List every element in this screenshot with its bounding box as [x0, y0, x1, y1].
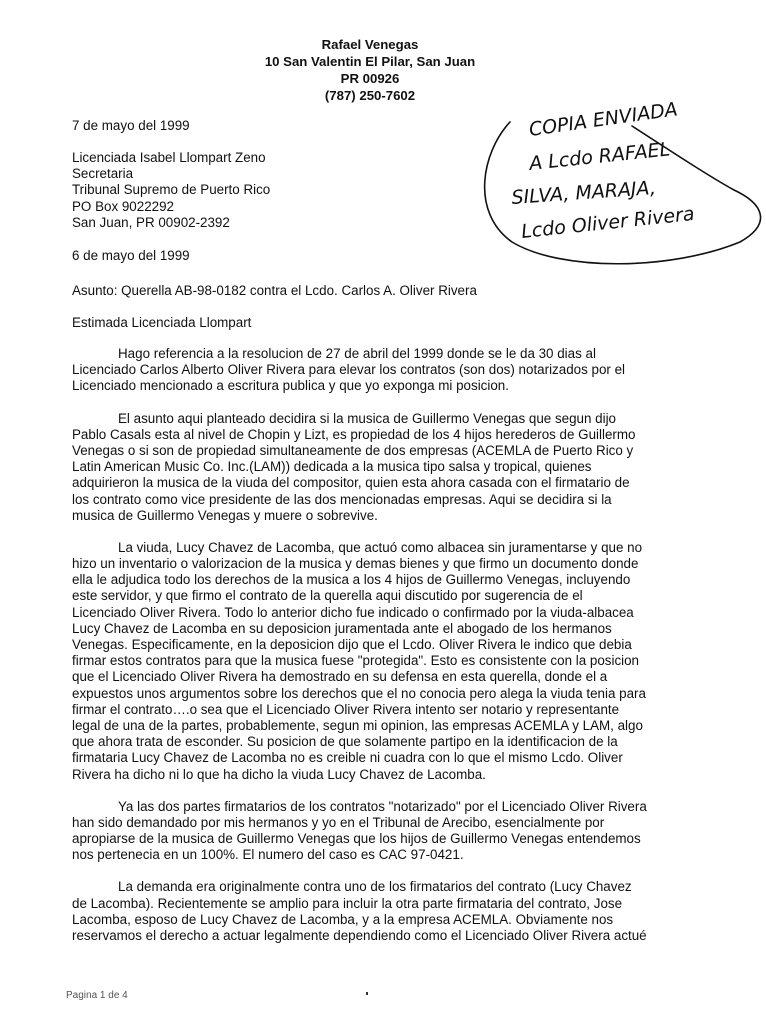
- body-paragraph: [72, 879, 722, 944]
- paragraph-line: Licenciado Carlos Alberto Oliver Rivera para elevar los contratos (son dos) notarizados por el: [72, 362, 626, 378]
- subject-line: Asunto: Querella AB-98-0182 contra el Lcdo. Carlos A. Oliver Rivera: [72, 283, 477, 298]
- paragraph-line: Licenciado mencionado a escritura publica y que yo exponga mi posicion.: [72, 378, 509, 394]
- paragraph-line: Ya las dos partes firmatarios de los contratos "notarizado" por el Licenciado Oliver Rivera: [118, 798, 647, 814]
- note-line-2: A Lcdo RAFAEL: [528, 138, 672, 175]
- paragraph-line: han sido demandado por mis hermanos y yo en el Tribunal de Arecibo, esencialmente por: [72, 814, 605, 830]
- letter-body: [72, 346, 722, 960]
- recipient-box: PO Box 9022292: [72, 198, 174, 214]
- paragraph-line: reservamos el derecho a actuar legalmente dependiendo como el Licenciado Oliver Rivera actué: [72, 928, 647, 943]
- paragraph-line: Rivera ha dicho ni lo que ha dicho la viuda Lucy Chavez de Lacomba.: [72, 766, 486, 782]
- second-date: 6 de mayo del 1999: [72, 248, 190, 263]
- paragraph-line: Venegas. Especificamente, en la deposicion dijo que el Lcdo. Oliver Rivera le indico que debia: [72, 637, 632, 652]
- recipient-org: Tribunal Supremo de Puerto Rico: [72, 182, 271, 198]
- paragraph-line: que el Licenciado Oliver Rivera ha demostrado en su defensa en esta querella, donde el a: [72, 669, 608, 685]
- sender-phone: (787) 250-7602: [324, 88, 416, 103]
- paragraph-line: Lacomba, esposo de Lucy Chavez de Lacomba, y a la empresa ACEMLA. Obviamente nos: [72, 911, 614, 927]
- paragraph-line: Pablo Casals esta al nivel de Chopin y Lizt, es propiedad de los 4 hijos herederos de Guillermo: [72, 426, 636, 442]
- paragraph-line: Latin American Music Co. Inc.(LAM)) dedicada a la musica tipo salsa y tropical, quienes: [72, 459, 592, 475]
- paragraph-line: La viuda, Lucy Chavez de Lacomba, que actuó como albacea sin juramentarse y que no: [118, 539, 643, 555]
- paragraph-line: este servidor, y que firmo el contrato de la querella aqui discutido por sugerencia de el: [72, 588, 583, 604]
- recipient-name: Licenciada Isabel Llompart Zeno: [72, 150, 266, 165]
- scan-mark: [366, 992, 368, 995]
- paragraph-line: firmataria Lucy Chavez de Lacomba no es creible ni cuadra con lo que el mismo Lcdo. Oliver: [72, 750, 623, 766]
- note-line-3: SILVA, MARAJA,: [510, 176, 657, 209]
- note-line-4: Lcdo Oliver Rivera: [520, 202, 696, 243]
- body-paragraph: [72, 411, 722, 524]
- sender-name: Rafael Venegas: [321, 37, 419, 52]
- paragraph-line: Lucy Chavez de Lacomba en su deposicion juramentada ante el abogado de los hermanos: [72, 620, 612, 636]
- body-paragraph: [72, 540, 722, 783]
- paragraph-line: que ahora trata de esconder. Su posicion de que solamente partipo en la identificacion de la: [72, 734, 618, 750]
- recipient-title: Secretaria: [72, 166, 134, 182]
- recipient-address: [72, 150, 270, 231]
- paragraph-line: apropiarse de la musica de Guillermo Venegas que los hijos de Guillermo Venegas entendemos: [72, 831, 641, 847]
- paragraph-line: firmar estos contratos para que la musica fuese "protegida". Esto es consistente con la posicion: [72, 653, 640, 669]
- paragraph-line: hizo un inventario o valorizacion de la musica y demas bienes y que firmo un documento donde: [72, 556, 639, 572]
- paragraph-line: adquirieron la musica de la viuda del compositor, quien esta ahora casada con el firmatario de: [72, 475, 630, 491]
- paragraph-line: nos pertenecia en un 100%. El numero del caso es CAC 97-0421.: [72, 847, 464, 863]
- letter-date: 7 de mayo del 1999: [72, 118, 190, 133]
- paragraph-line: ella le adjudica todo los derechos de la musica a los 4 hijos de Guillermo Venegas, incluyendo: [72, 572, 631, 588]
- paragraph-line: El asunto aqui planteado decidira si la musica de Guillermo Venegas que segun dijo: [118, 410, 617, 426]
- paragraph-line: Licenciado Oliver Rivera. Todo lo anterior dicho fue indicado o confirmado por la viuda-albacea: [72, 604, 634, 620]
- paragraph-line: La demanda era originalmente contra uno de los firmatarios del contrato (Lucy Chavez: [118, 879, 632, 895]
- salutation: Estimada Licenciada Llompart: [72, 315, 252, 330]
- page-footer: Pagina 1 de 4: [66, 990, 128, 1001]
- paragraph-line: musica de Guillermo Venegas y muere o sobrevive.: [72, 507, 378, 523]
- sender-street: 10 San Valentin El Pilar, San Juan: [264, 54, 476, 69]
- paragraph-line: legal de una de la partes, probablemente, segun mi opinion, las empresas ACEMLA y LAM, algo: [72, 717, 643, 733]
- sender-zip: PR 00926: [340, 71, 400, 86]
- paragraph-line: los contrato como vice presidente de las dos mencionadas empresas. Aqui se decidira si la: [72, 491, 612, 507]
- paragraph-line: de Lacomba). Recientemente se amplio para incluir la otra parte firmataria del contrato, Jose: [72, 895, 623, 911]
- body-paragraph: [72, 346, 722, 395]
- paragraph-line: firmar el contrato….o sea que el Licenciado Oliver Rivera intento ser notario y representante: [72, 701, 620, 717]
- recipient-city: San Juan, PR 00902-2392: [72, 214, 230, 230]
- paragraph-line: expuestos unos argumentos sobre los derechos que el no conocia pero alega la viuda tenia para: [72, 685, 646, 701]
- paragraph-line: Venegas o si son de propiedad simultaneamente de dos empresas (ACEMLA de Puerto Rico y: [72, 442, 634, 458]
- note-line-1: COPIA ENVIADA: [527, 98, 680, 141]
- paragraph-line: Hago referencia a la resolucion de 27 de abril del 1999 donde se le da 30 dias al: [118, 346, 596, 361]
- handwritten-note: [472, 92, 762, 272]
- body-paragraph: [72, 799, 722, 864]
